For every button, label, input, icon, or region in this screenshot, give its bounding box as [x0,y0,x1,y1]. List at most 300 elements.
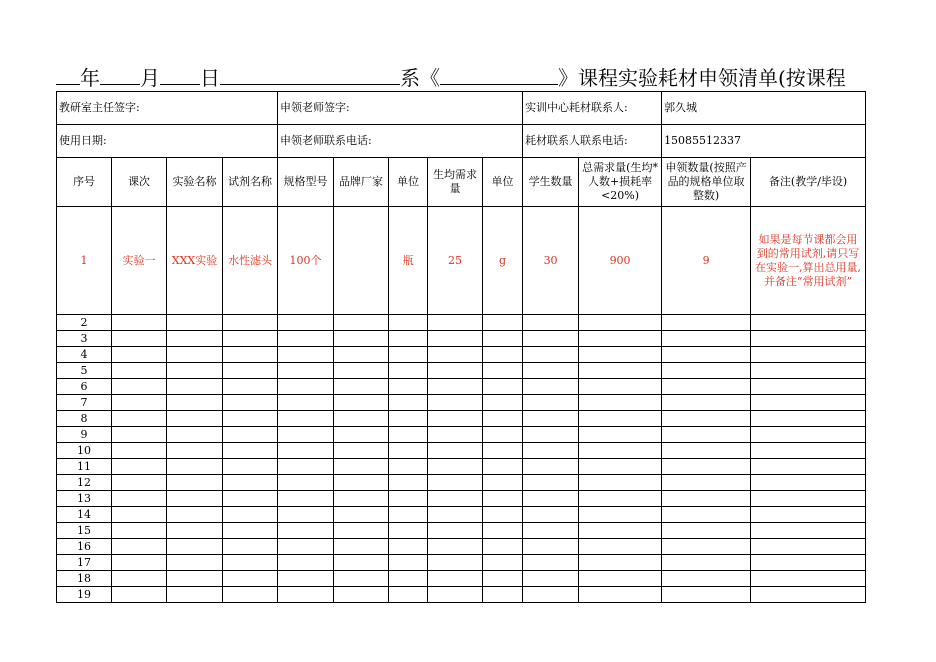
table-cell[interactable] [223,395,278,411]
table-cell[interactable] [751,395,866,411]
table-cell[interactable] [662,331,751,347]
table-cell[interactable] [523,427,579,443]
table-cell[interactable] [523,539,579,555]
table-cell[interactable] [167,523,223,539]
table-cell[interactable] [483,587,523,603]
table-cell[interactable] [523,315,579,331]
table-cell[interactable] [334,443,389,459]
table-cell[interactable] [751,571,866,587]
table-cell[interactable] [579,523,662,539]
header-unit-2: 单位 [483,158,523,207]
table-cell[interactable] [112,443,167,459]
table-cell[interactable] [334,347,389,363]
table-cell[interactable] [751,539,866,555]
example-total[interactable]: 900 [579,207,662,315]
table-cell[interactable] [579,571,662,587]
table-cell[interactable] [389,571,428,587]
table-cell[interactable] [428,443,483,459]
table-cell[interactable] [662,347,751,363]
header-unit: 单位 [389,158,428,207]
table-cell[interactable] [112,507,167,523]
table-cell[interactable] [389,411,428,427]
table-cell[interactable] [523,395,579,411]
table-cell[interactable] [223,523,278,539]
year-blank [56,62,80,85]
table-cell[interactable] [751,475,866,491]
table-cell[interactable] [483,539,523,555]
header-per-student: 生均需求量 [428,158,483,207]
example-apply-qty[interactable]: 9 [662,207,751,315]
table-cell[interactable] [662,459,751,475]
table-cell[interactable] [389,491,428,507]
table-cell[interactable] [112,571,167,587]
table-cell[interactable] [751,363,866,379]
table-cell[interactable] [751,379,866,395]
month-blank [100,62,140,85]
table-cell[interactable] [278,395,334,411]
table-cell[interactable] [278,411,334,427]
header-exp-name: 实验名称 [167,158,223,207]
table-cell[interactable] [334,331,389,347]
table-cell[interactable] [223,587,278,603]
table-cell[interactable] [483,411,523,427]
table-row [57,587,866,603]
table-cell[interactable] [579,315,662,331]
table-cell[interactable] [167,331,223,347]
example-per-student[interactable]: 25 [428,207,483,315]
row-number[interactable]: 6 [57,379,112,395]
header-students: 学生数量 [523,158,579,207]
table-cell[interactable] [389,507,428,523]
row-number[interactable]: 12 [57,475,112,491]
contact-phone-label: 耗材联系人联系电话: [523,125,662,158]
table-cell[interactable] [428,331,483,347]
table-cell[interactable] [579,587,662,603]
table-cell[interactable] [167,315,223,331]
table-row [57,539,866,555]
table-cell[interactable] [579,443,662,459]
row-number[interactable]: 7 [57,395,112,411]
table-cell[interactable] [278,523,334,539]
table-cell[interactable] [428,427,483,443]
table-cell[interactable] [112,475,167,491]
table-cell[interactable] [428,315,483,331]
table-cell[interactable] [662,315,751,331]
row-number[interactable]: 15 [57,523,112,539]
table-cell[interactable] [751,427,866,443]
table-cell[interactable] [428,587,483,603]
table-cell[interactable] [662,539,751,555]
table-cell[interactable] [167,443,223,459]
table-row [57,443,866,459]
row-number[interactable]: 9 [57,427,112,443]
example-students[interactable]: 30 [523,207,579,315]
teacher-sign-cell[interactable]: 申领老师签字: [278,92,523,125]
example-remark[interactable]: 如果是每节课都会用到的常用试剂,请只写在实验一,算出总用量,并备注“常用试剂” [751,207,866,315]
table-cell[interactable] [428,347,483,363]
table-cell[interactable] [389,555,428,571]
table-cell[interactable] [751,555,866,571]
table-cell[interactable] [167,539,223,555]
use-date-cell[interactable]: 使用日期: [57,125,278,158]
table-cell[interactable] [389,363,428,379]
header-row [57,158,866,207]
table-cell[interactable] [278,571,334,587]
table-cell[interactable] [223,459,278,475]
example-unit[interactable]: 瓶 [389,207,428,315]
table-cell[interactable] [223,315,278,331]
table-cell[interactable] [223,507,278,523]
table-cell[interactable] [334,491,389,507]
requisition-table [56,91,866,603]
info-row-1 [57,92,866,125]
form-title [56,62,936,92]
row-number[interactable]: 3 [57,331,112,347]
title-month: 月 [140,66,160,90]
table-cell[interactable] [662,379,751,395]
table-cell[interactable] [662,507,751,523]
table-cell[interactable] [579,395,662,411]
table-cell[interactable] [112,331,167,347]
table-cell[interactable] [334,475,389,491]
row-number[interactable]: 13 [57,491,112,507]
table-cell[interactable] [523,555,579,571]
table-cell[interactable] [483,459,523,475]
table-cell[interactable] [334,571,389,587]
row-number[interactable]: 18 [57,571,112,587]
example-exp-name[interactable]: XXX实验 [167,207,223,315]
teacher-phone-cell[interactable]: 申领老师联系电话: [278,125,523,158]
table-cell[interactable] [278,331,334,347]
table-cell[interactable] [334,379,389,395]
table-cell[interactable] [389,427,428,443]
table-cell[interactable] [389,587,428,603]
table-cell[interactable] [523,571,579,587]
table-cell[interactable] [112,491,167,507]
table-cell[interactable] [112,427,167,443]
table-cell[interactable] [483,427,523,443]
title-rest: 》课程实验耗材申领清单(按课程 [558,66,846,90]
table-cell[interactable] [751,315,866,331]
table-cell[interactable] [278,475,334,491]
table-cell[interactable] [579,491,662,507]
table-cell[interactable] [278,347,334,363]
table-cell[interactable] [483,363,523,379]
table-cell[interactable] [167,427,223,443]
table-row [57,427,866,443]
table-cell[interactable] [112,379,167,395]
table-cell[interactable] [167,507,223,523]
table-cell[interactable] [112,555,167,571]
table-cell[interactable] [112,347,167,363]
table-cell[interactable] [112,587,167,603]
table-cell[interactable] [428,475,483,491]
table-cell[interactable] [334,523,389,539]
table-cell[interactable] [579,475,662,491]
table-cell[interactable] [483,475,523,491]
table-cell[interactable] [389,539,428,555]
table-cell[interactable] [112,523,167,539]
table-cell[interactable] [662,555,751,571]
table-cell[interactable] [112,395,167,411]
table-cell[interactable] [334,539,389,555]
table-cell[interactable] [428,507,483,523]
table-cell[interactable] [523,331,579,347]
table-row [57,555,866,571]
table-cell[interactable] [389,331,428,347]
table-cell[interactable] [579,427,662,443]
table-cell[interactable] [334,411,389,427]
table-cell[interactable] [223,347,278,363]
row-number[interactable]: 5 [57,363,112,379]
table-cell[interactable] [751,523,866,539]
table-cell[interactable] [167,491,223,507]
table-cell[interactable] [579,555,662,571]
table-cell[interactable] [751,459,866,475]
table-cell[interactable] [389,443,428,459]
example-reagent[interactable]: 水性滤头 [223,207,278,315]
table-cell[interactable] [579,363,662,379]
header-remark: 备注(教学/毕设) [751,158,866,207]
table-cell[interactable] [278,427,334,443]
example-row [57,207,866,315]
table-cell[interactable] [167,459,223,475]
table-cell[interactable] [483,379,523,395]
table-cell[interactable] [167,571,223,587]
table-cell[interactable] [523,363,579,379]
table-cell[interactable] [223,475,278,491]
table-cell[interactable] [483,443,523,459]
table-cell[interactable] [334,459,389,475]
table-cell[interactable] [579,331,662,347]
table-cell[interactable] [389,315,428,331]
table-cell[interactable] [483,523,523,539]
table-cell[interactable] [112,315,167,331]
table-row [57,347,866,363]
director-sign-cell[interactable]: 教研室主任签字: [57,92,278,125]
header-brand: 品牌厂家 [334,158,389,207]
table-cell[interactable] [167,475,223,491]
table-cell[interactable] [223,571,278,587]
table-cell[interactable] [167,395,223,411]
table-cell[interactable] [751,331,866,347]
table-cell[interactable] [428,523,483,539]
example-brand[interactable] [334,207,389,315]
table-row [57,507,866,523]
row-number[interactable]: 2 [57,315,112,331]
table-cell[interactable] [278,379,334,395]
table-cell[interactable] [662,411,751,427]
table-cell[interactable] [112,539,167,555]
table-cell[interactable] [662,363,751,379]
table-cell[interactable] [278,491,334,507]
table-cell[interactable] [523,507,579,523]
table-cell[interactable] [278,507,334,523]
table-cell[interactable] [483,507,523,523]
table-row [57,395,866,411]
table-cell[interactable] [223,363,278,379]
row-number[interactable]: 10 [57,443,112,459]
table-cell[interactable] [334,555,389,571]
table-cell[interactable] [112,459,167,475]
table-cell[interactable] [483,555,523,571]
header-reagent: 试剂名称 [223,158,278,207]
table-cell[interactable] [167,379,223,395]
table-cell[interactable] [662,571,751,587]
table-cell[interactable] [579,507,662,523]
table-cell[interactable] [389,459,428,475]
row-number[interactable]: 17 [57,555,112,571]
table-cell[interactable] [428,363,483,379]
info-row-2 [57,125,866,158]
table-cell[interactable] [523,411,579,427]
table-cell[interactable] [278,539,334,555]
table-cell[interactable] [334,587,389,603]
table-cell[interactable] [751,587,866,603]
table-cell[interactable] [662,475,751,491]
contact-phone-value[interactable]: 15085512337 [662,125,866,158]
table-cell[interactable] [223,379,278,395]
table-cell[interactable] [334,363,389,379]
table-cell[interactable] [112,411,167,427]
table-cell[interactable] [278,459,334,475]
table-cell[interactable] [334,315,389,331]
example-spec[interactable]: 100个 [278,207,334,315]
table-cell[interactable] [389,523,428,539]
table-cell[interactable] [579,379,662,395]
table-cell[interactable] [523,587,579,603]
data-rows [57,315,866,603]
table-cell[interactable] [223,491,278,507]
table-cell[interactable] [579,459,662,475]
table-cell[interactable] [483,571,523,587]
table-cell[interactable] [483,395,523,411]
table-row [57,379,866,395]
table-cell[interactable] [483,315,523,331]
table-cell[interactable] [751,347,866,363]
table-cell[interactable] [167,363,223,379]
row-number[interactable]: 14 [57,507,112,523]
table-cell[interactable] [483,331,523,347]
center-contact-label: 实训中心耗材联系人: [523,92,662,125]
example-lesson[interactable]: 实验一 [112,207,167,315]
table-cell[interactable] [751,443,866,459]
table-row [57,459,866,475]
table-cell[interactable] [278,315,334,331]
table-cell[interactable] [223,555,278,571]
table-cell[interactable] [389,379,428,395]
header-seq: 序号 [57,158,112,207]
table-cell[interactable] [662,427,751,443]
title-dept: 系《 [400,66,440,90]
table-cell[interactable] [428,491,483,507]
table-cell[interactable] [662,443,751,459]
table-cell[interactable] [483,347,523,363]
table-cell[interactable] [278,363,334,379]
table-cell[interactable] [579,411,662,427]
table-cell[interactable] [334,427,389,443]
table-cell[interactable] [334,395,389,411]
table-cell[interactable] [223,411,278,427]
table-cell[interactable] [223,443,278,459]
table-cell[interactable] [523,443,579,459]
table-cell[interactable] [112,363,167,379]
table-cell[interactable] [167,347,223,363]
table-row [57,363,866,379]
table-cell[interactable] [428,555,483,571]
table-cell[interactable] [523,475,579,491]
example-unit-2[interactable]: g [483,207,523,315]
table-row [57,571,866,587]
row-number[interactable]: 16 [57,539,112,555]
table-cell[interactable] [278,587,334,603]
table-cell[interactable] [428,459,483,475]
table-cell[interactable] [579,347,662,363]
table-cell[interactable] [389,475,428,491]
header-total: 总需求量(生均*人数+损耗率<20%) [579,158,662,207]
table-cell[interactable] [523,379,579,395]
row-number[interactable]: 4 [57,347,112,363]
department-blank [220,62,400,85]
row-number[interactable]: 19 [57,587,112,603]
table-cell[interactable] [428,411,483,427]
table-cell[interactable] [223,427,278,443]
row-number[interactable]: 11 [57,459,112,475]
table-cell[interactable] [751,491,866,507]
table-row [57,475,866,491]
table-cell[interactable] [223,331,278,347]
table-cell[interactable] [167,587,223,603]
row-number[interactable]: 8 [57,411,112,427]
table-cell[interactable] [278,443,334,459]
table-cell[interactable] [662,523,751,539]
table-row [57,523,866,539]
table-cell[interactable] [428,571,483,587]
table-cell[interactable] [751,411,866,427]
title-year: 年 [80,66,100,90]
header-lesson: 课次 [112,158,167,207]
table-cell[interactable] [662,491,751,507]
table-cell[interactable] [428,539,483,555]
example-seq[interactable]: 1 [57,207,112,315]
table-cell[interactable] [579,539,662,555]
header-apply-qty: 申领数量(按照产品的规格单位取整数) [662,158,751,207]
table-cell[interactable] [389,347,428,363]
table-cell[interactable] [523,347,579,363]
course-blank [440,62,558,85]
table-cell[interactable] [167,411,223,427]
table-cell[interactable] [523,459,579,475]
table-cell[interactable] [751,507,866,523]
center-contact-name[interactable]: 郭久城 [662,92,866,125]
table-cell[interactable] [334,507,389,523]
table-cell[interactable] [167,555,223,571]
table-row [57,315,866,331]
table-cell[interactable] [483,491,523,507]
table-cell[interactable] [223,539,278,555]
day-blank [160,62,200,85]
table-row [57,491,866,507]
table-cell[interactable] [278,555,334,571]
header-spec: 规格型号 [278,158,334,207]
table-cell[interactable] [389,395,428,411]
table-cell[interactable] [523,491,579,507]
table-cell[interactable] [662,587,751,603]
table-cell[interactable] [428,395,483,411]
table-cell[interactable] [428,379,483,395]
table-cell[interactable] [662,395,751,411]
table-cell[interactable] [523,523,579,539]
